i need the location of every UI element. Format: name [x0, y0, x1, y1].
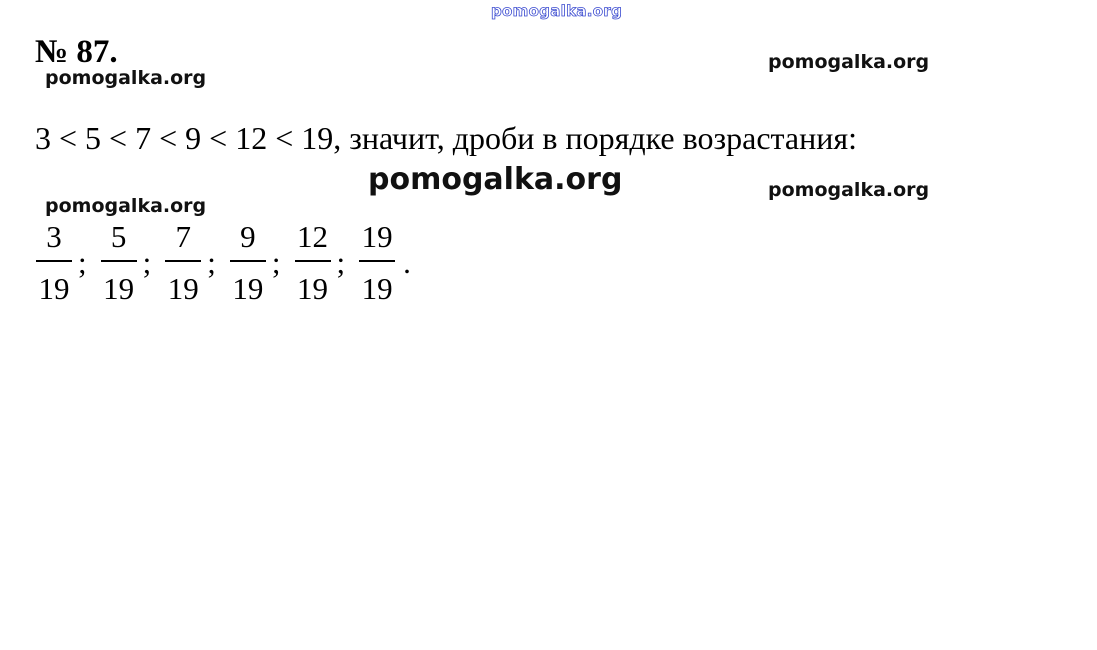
fraction-denominator: 19 [103, 271, 135, 306]
fraction [36, 220, 72, 306]
fraction-numerator: 12 [297, 219, 328, 254]
fraction-bar [230, 260, 266, 262]
fraction-numerator: 9 [240, 219, 256, 254]
watermark-right-2: pomogalka.org [768, 179, 930, 201]
watermark-left-2: pomogalka.org [45, 195, 207, 217]
fraction-numerator: 7 [175, 219, 191, 254]
watermark-left-1: pomogalka.org [45, 67, 207, 89]
fraction-bar [165, 260, 201, 262]
fraction-separator: ; [78, 245, 87, 280]
fraction-denominator: 19 [38, 271, 70, 306]
fraction [295, 220, 331, 306]
fraction-denominator: 19 [361, 271, 393, 306]
fraction-denominator: 19 [232, 271, 264, 306]
fraction-denominator: 19 [167, 271, 199, 306]
fraction-terminator: . [403, 245, 411, 280]
fraction-bar [36, 260, 72, 262]
fraction-denominator: 19 [297, 271, 328, 306]
fraction-bar [101, 260, 137, 262]
fraction [165, 220, 201, 306]
fraction-separator: ; [336, 245, 346, 280]
fraction-numerator: 3 [46, 219, 62, 254]
fraction-separator: ; [207, 245, 216, 280]
fraction-bar [359, 260, 395, 262]
fraction [101, 220, 137, 306]
fraction-list [36, 220, 411, 306]
problem-statement: 3 < 5 < 7 < 9 < 12 < 19, значит, дроби в порядке возрастания: [35, 120, 857, 156]
problem-number: № 87. [35, 34, 118, 70]
watermark-right-1: pomogalka.org [768, 51, 930, 73]
fraction-separator: ; [142, 245, 152, 280]
fraction [230, 220, 266, 306]
watermark-center: pomogalka.org [368, 162, 623, 197]
fraction-numerator: 5 [110, 219, 127, 254]
fraction-separator: ; [271, 245, 281, 280]
fraction [359, 220, 395, 306]
fraction-bar [295, 260, 331, 262]
watermark-top: pomogalka.org [491, 2, 623, 20]
fraction-numerator: 19 [361, 219, 393, 254]
